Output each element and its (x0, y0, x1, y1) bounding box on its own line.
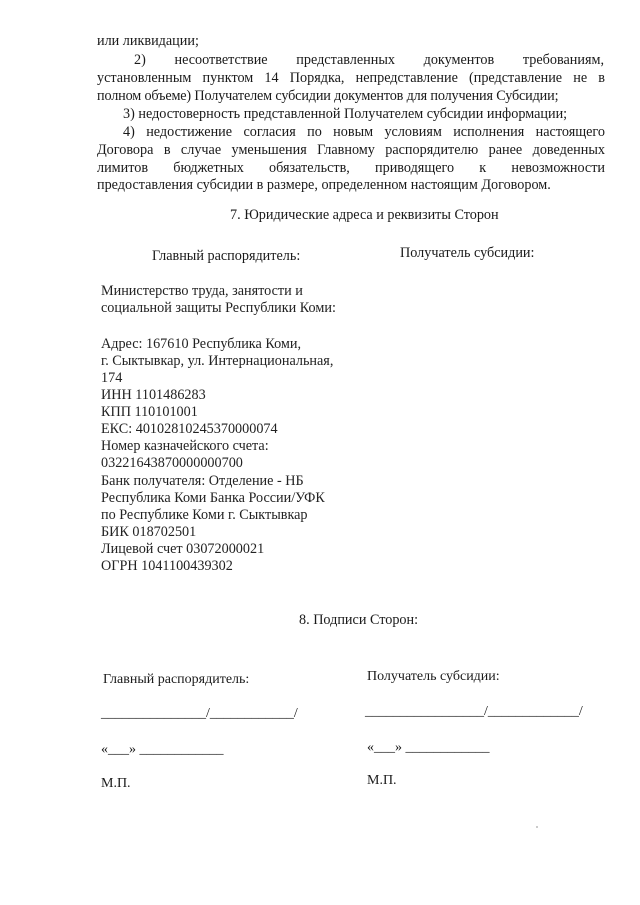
signature-right-header: Получатель субсидии: (367, 669, 500, 684)
section-7-left-header: Главный распорядитель: (152, 248, 301, 264)
requisites-line: Номер казначейского счета: (101, 438, 269, 454)
requisites-line: Лицевой счет 03072000021 (101, 541, 265, 557)
requisites-line: 03221643870000000700 (101, 455, 243, 471)
text-line: лимитов бюджетных обязательств, приводящего к невозможности (97, 160, 605, 176)
date-left-line: «___» ____________ (101, 742, 224, 757)
requisites-line: ОГРН 1041100439302 (101, 558, 233, 574)
requisites-line: Республика Коми Банка России/УФК (101, 490, 325, 506)
stamp-left: М.П. (101, 776, 131, 791)
section-7-title: 7. Юридические адреса и реквизиты Сторон (230, 207, 499, 223)
requisites-line: ИНН 1101486283 (101, 387, 206, 403)
requisites-line: КПП 110101001 (101, 404, 198, 420)
stamp-right: М.П. (367, 773, 397, 788)
signature-left-header: Главный распорядитель: (103, 672, 250, 687)
requisites-line: по Республике Коми г. Сыктывкар (101, 507, 308, 523)
text-line: установленным пунктом 14 Порядка, непредставление (представление не в (97, 70, 605, 86)
requisites-line: ЕКС: 40102810245370000074 (101, 421, 278, 437)
requisites-line: Министерство труда, занятости и (101, 283, 303, 299)
text-line: 3) недостоверность представленной Получателем субсидии информации; (123, 106, 568, 122)
section-7-right-header: Получатель субсидии: (400, 245, 535, 261)
signature-left-line: _______________/____________/ (101, 706, 298, 721)
requisites-line: 174 (101, 370, 123, 386)
date-right-line: «___» ____________ (367, 740, 490, 755)
text-line: 2) несоответствие представленных документов требованиям, (134, 52, 604, 68)
requisites-line: социальной защиты Республики Коми: (101, 300, 336, 316)
scan-speck (536, 826, 538, 828)
requisites-line: Адрес: 167610 Республика Коми, (101, 336, 302, 352)
requisites-line: Банк получателя: Отделение - НБ (101, 473, 304, 489)
text-line: 4) недостижение согласия по новым условиям исполнения настоящего (123, 124, 605, 140)
requisites-line: БИК 018702501 (101, 524, 197, 540)
text-line: полном объеме) Получателем субсидии документов для получения Субсидии; (97, 88, 559, 104)
signature-right-line: _________________/_____________/ (365, 704, 583, 719)
text-line: или ликвидации; (97, 33, 199, 49)
text-line: предоставления субсидии в размере, определенном настоящим Договором. (97, 177, 551, 193)
requisites-line: г. Сыктывкар, ул. Интернациональная, (101, 353, 334, 369)
text-line: Договора в случае уменьшения Главному распорядителю ранее доведенных (97, 142, 605, 158)
section-8-title: 8. Подписи Сторон: (299, 612, 419, 628)
